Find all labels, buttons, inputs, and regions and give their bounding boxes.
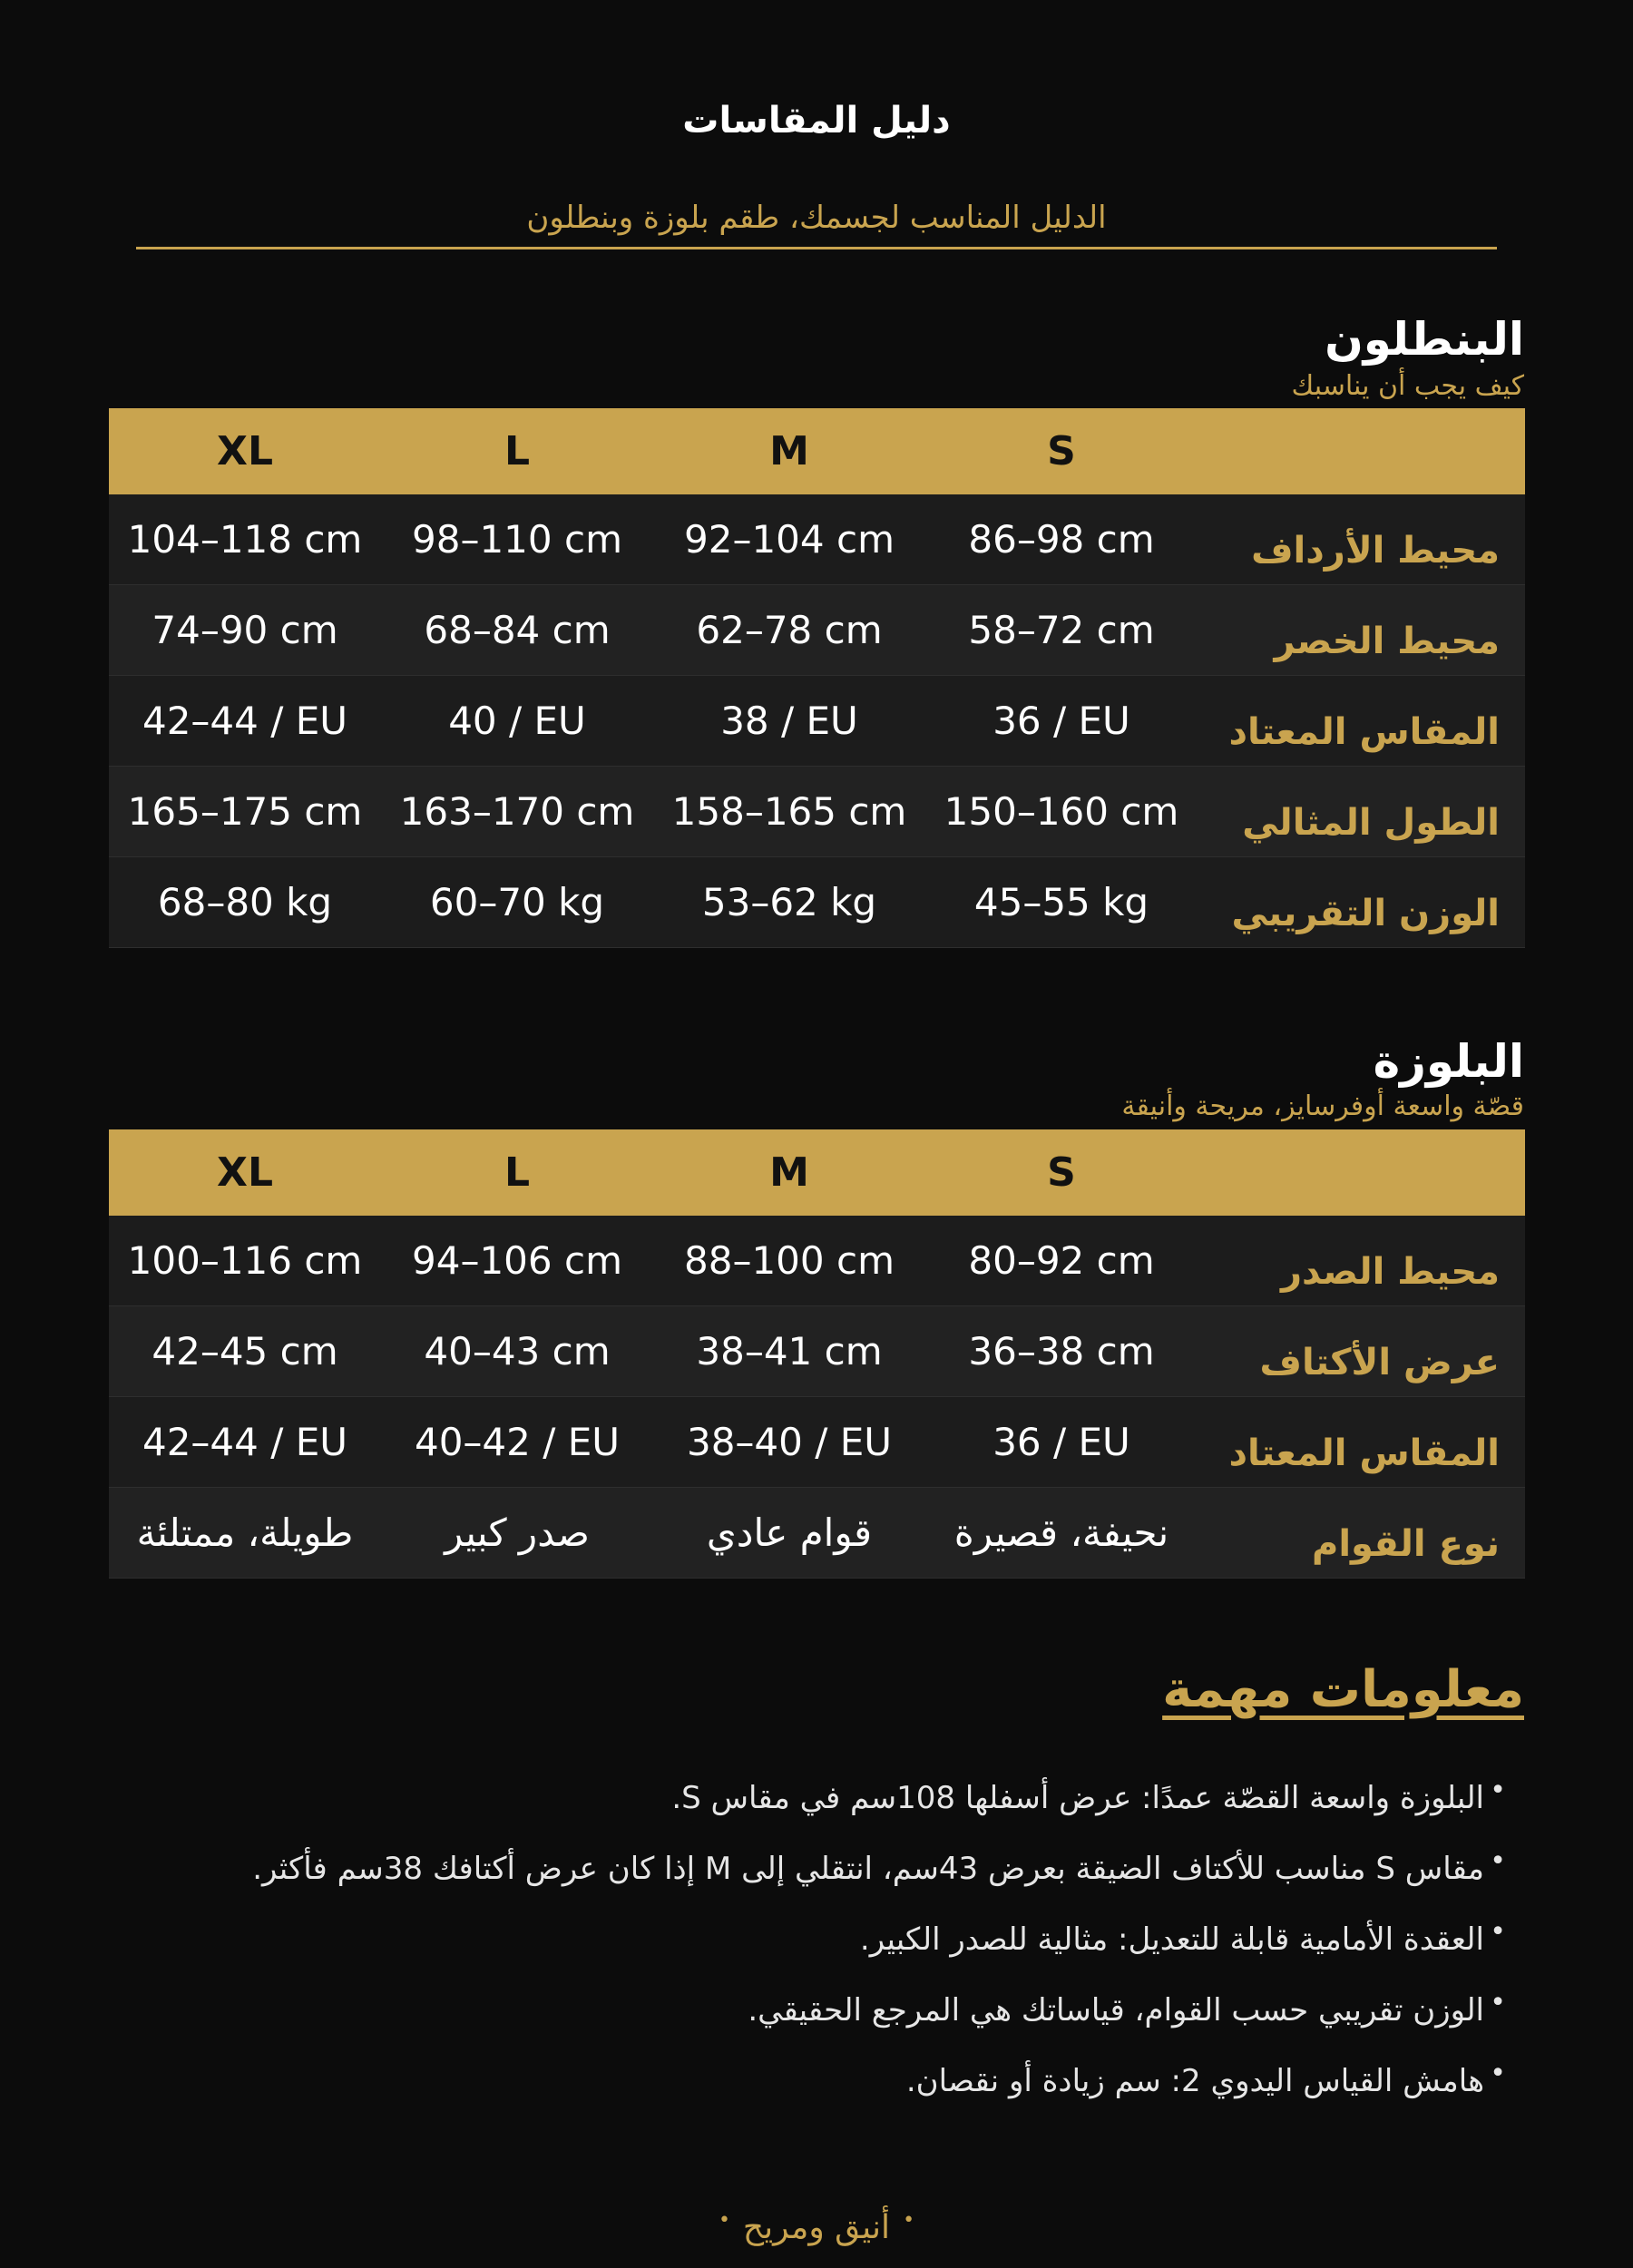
table-cell: 38–41 cm	[653, 1306, 925, 1397]
blouse-heading: البلوزة	[1373, 1035, 1524, 1088]
column-header-s: S	[925, 1129, 1198, 1216]
column-header-l: L	[381, 408, 653, 494]
table-cell: 100–116 cm	[109, 1216, 381, 1306]
table-cell: 38–40 / EU	[653, 1397, 925, 1488]
table-cell: 42–44 / EU	[109, 1397, 381, 1488]
row-label: الطول المثالي	[1198, 767, 1525, 857]
list-item	[91, 1833, 1506, 1904]
column-header-m: M	[653, 1129, 925, 1216]
table-cell: صدر كبير	[381, 1488, 653, 1579]
row-label: محيط الأرداف	[1198, 494, 1525, 585]
row-label: الوزن التقريبي	[1198, 857, 1525, 948]
blouse-header-row	[109, 1129, 1525, 1216]
table-cell: قوام عادي	[653, 1488, 925, 1579]
column-header-blank	[1198, 1129, 1525, 1216]
pants-subheading: كيف يجب أن يناسبك	[1291, 370, 1524, 402]
row-label: محيط الصدر	[1198, 1216, 1525, 1306]
table-cell: 40–43 cm	[381, 1306, 653, 1397]
table-cell: 40 / EU	[381, 676, 653, 767]
footer-text: أنيق ومريح	[742, 2209, 891, 2246]
dot-icon: •	[903, 2209, 915, 2232]
table-cell: 53–62 kg	[653, 857, 925, 948]
row-label: محيط الخصر	[1198, 585, 1525, 676]
table-cell: 163–170 cm	[381, 767, 653, 857]
note-text: الوزن تقريبي حسب القوام، قياساتك هي المرجع الحقيقي.	[748, 1992, 1484, 2028]
table-cell: 158–165 cm	[653, 767, 925, 857]
note-text: العقدة الأمامية قابلة للتعديل: مثالية للصدر الكبير.	[859, 1921, 1484, 1958]
column-header-l: L	[381, 1129, 653, 1216]
table-cell: 62–78 cm	[653, 585, 925, 676]
blouse-subheading: قصّة واسعة أوفرسايز، مريحة وأنيقة	[1121, 1090, 1524, 1122]
table-cell: 98–110 cm	[381, 494, 653, 585]
row-label: عرض الأكتاف	[1198, 1306, 1525, 1397]
table-cell: نحيفة، قصيرة	[925, 1488, 1198, 1579]
table-cell: 42–44 / EU	[109, 676, 381, 767]
column-header-blank	[1198, 408, 1525, 494]
pants-size-table	[109, 408, 1525, 948]
table-cell: 92–104 cm	[653, 494, 925, 585]
page-subtitle: الدليل المناسب لجسمك، طقم بلوزة وبنطلون	[526, 200, 1107, 236]
bullet-icon: •	[1490, 1845, 1506, 1877]
table-row	[109, 1397, 1525, 1488]
column-header-xl: XL	[109, 408, 381, 494]
table-cell: 60–70 kg	[381, 857, 653, 948]
column-header-xl: XL	[109, 1129, 381, 1216]
dot-icon: •	[718, 2209, 730, 2232]
table-row	[109, 857, 1525, 948]
row-label: المقاس المعتاد	[1198, 676, 1525, 767]
table-row	[109, 1306, 1525, 1397]
list-item	[91, 1975, 1506, 2046]
table-cell: 42–45 cm	[109, 1306, 381, 1397]
table-cell: 58–72 cm	[925, 585, 1198, 676]
info-heading: معلومات مهمة	[1162, 1660, 1524, 1719]
table-cell: 36 / EU	[925, 1397, 1198, 1488]
table-cell: 38 / EU	[653, 676, 925, 767]
footer-tagline	[0, 2194, 1633, 2255]
pants-header-row	[109, 408, 1525, 494]
table-row	[109, 1216, 1525, 1306]
table-cell: 68–84 cm	[381, 585, 653, 676]
bullet-icon: •	[1490, 1774, 1506, 1806]
note-text: البلوزة واسعة القصّة عمدًا: عرض أسفلها 108سم في مقاس S.	[671, 1780, 1484, 1816]
blouse-size-table	[109, 1129, 1525, 1579]
pants-heading: البنطلون	[1325, 313, 1524, 366]
table-cell: 88–100 cm	[653, 1216, 925, 1306]
table-cell: 150–160 cm	[925, 767, 1198, 857]
bullet-icon: •	[1490, 1916, 1506, 1948]
table-cell: 86–98 cm	[925, 494, 1198, 585]
bullet-icon: •	[1490, 1987, 1506, 2019]
row-label: نوع القوام	[1198, 1488, 1525, 1579]
table-row	[109, 585, 1525, 676]
table-row	[109, 1488, 1525, 1579]
row-label: المقاس المعتاد	[1198, 1397, 1525, 1488]
note-text: هامش القياس اليدوي 2: سم زيادة أو نقصان.	[905, 2063, 1484, 2099]
table-cell: طويلة، ممتلئة	[109, 1488, 381, 1579]
table-cell: 36 / EU	[925, 676, 1198, 767]
table-cell: 94–106 cm	[381, 1216, 653, 1306]
list-item	[91, 2046, 1506, 2116]
title-divider	[136, 247, 1497, 249]
table-cell: 68–80 kg	[109, 857, 381, 948]
table-row	[109, 767, 1525, 857]
table-cell: 80–92 cm	[925, 1216, 1198, 1306]
column-header-m: M	[653, 408, 925, 494]
table-cell: 165–175 cm	[109, 767, 381, 857]
notes-list	[91, 1763, 1506, 2116]
list-item	[91, 1904, 1506, 1975]
note-text: مقاس S مناسب للأكتاف الضيقة بعرض 43سم، انتقلي إلى M إذا كان عرض أكتافك 38سم فأكثر.	[252, 1851, 1484, 1887]
table-row	[109, 676, 1525, 767]
list-item	[91, 1763, 1506, 1833]
table-row	[109, 494, 1525, 585]
table-cell: 45–55 kg	[925, 857, 1198, 948]
table-cell: 74–90 cm	[109, 585, 381, 676]
table-cell: 40–42 / EU	[381, 1397, 653, 1488]
column-header-s: S	[925, 408, 1198, 494]
table-cell: 104–118 cm	[109, 494, 381, 585]
page-title: دليل المقاسات	[682, 100, 951, 142]
bullet-icon: •	[1490, 2058, 1506, 2089]
table-cell: 36–38 cm	[925, 1306, 1198, 1397]
